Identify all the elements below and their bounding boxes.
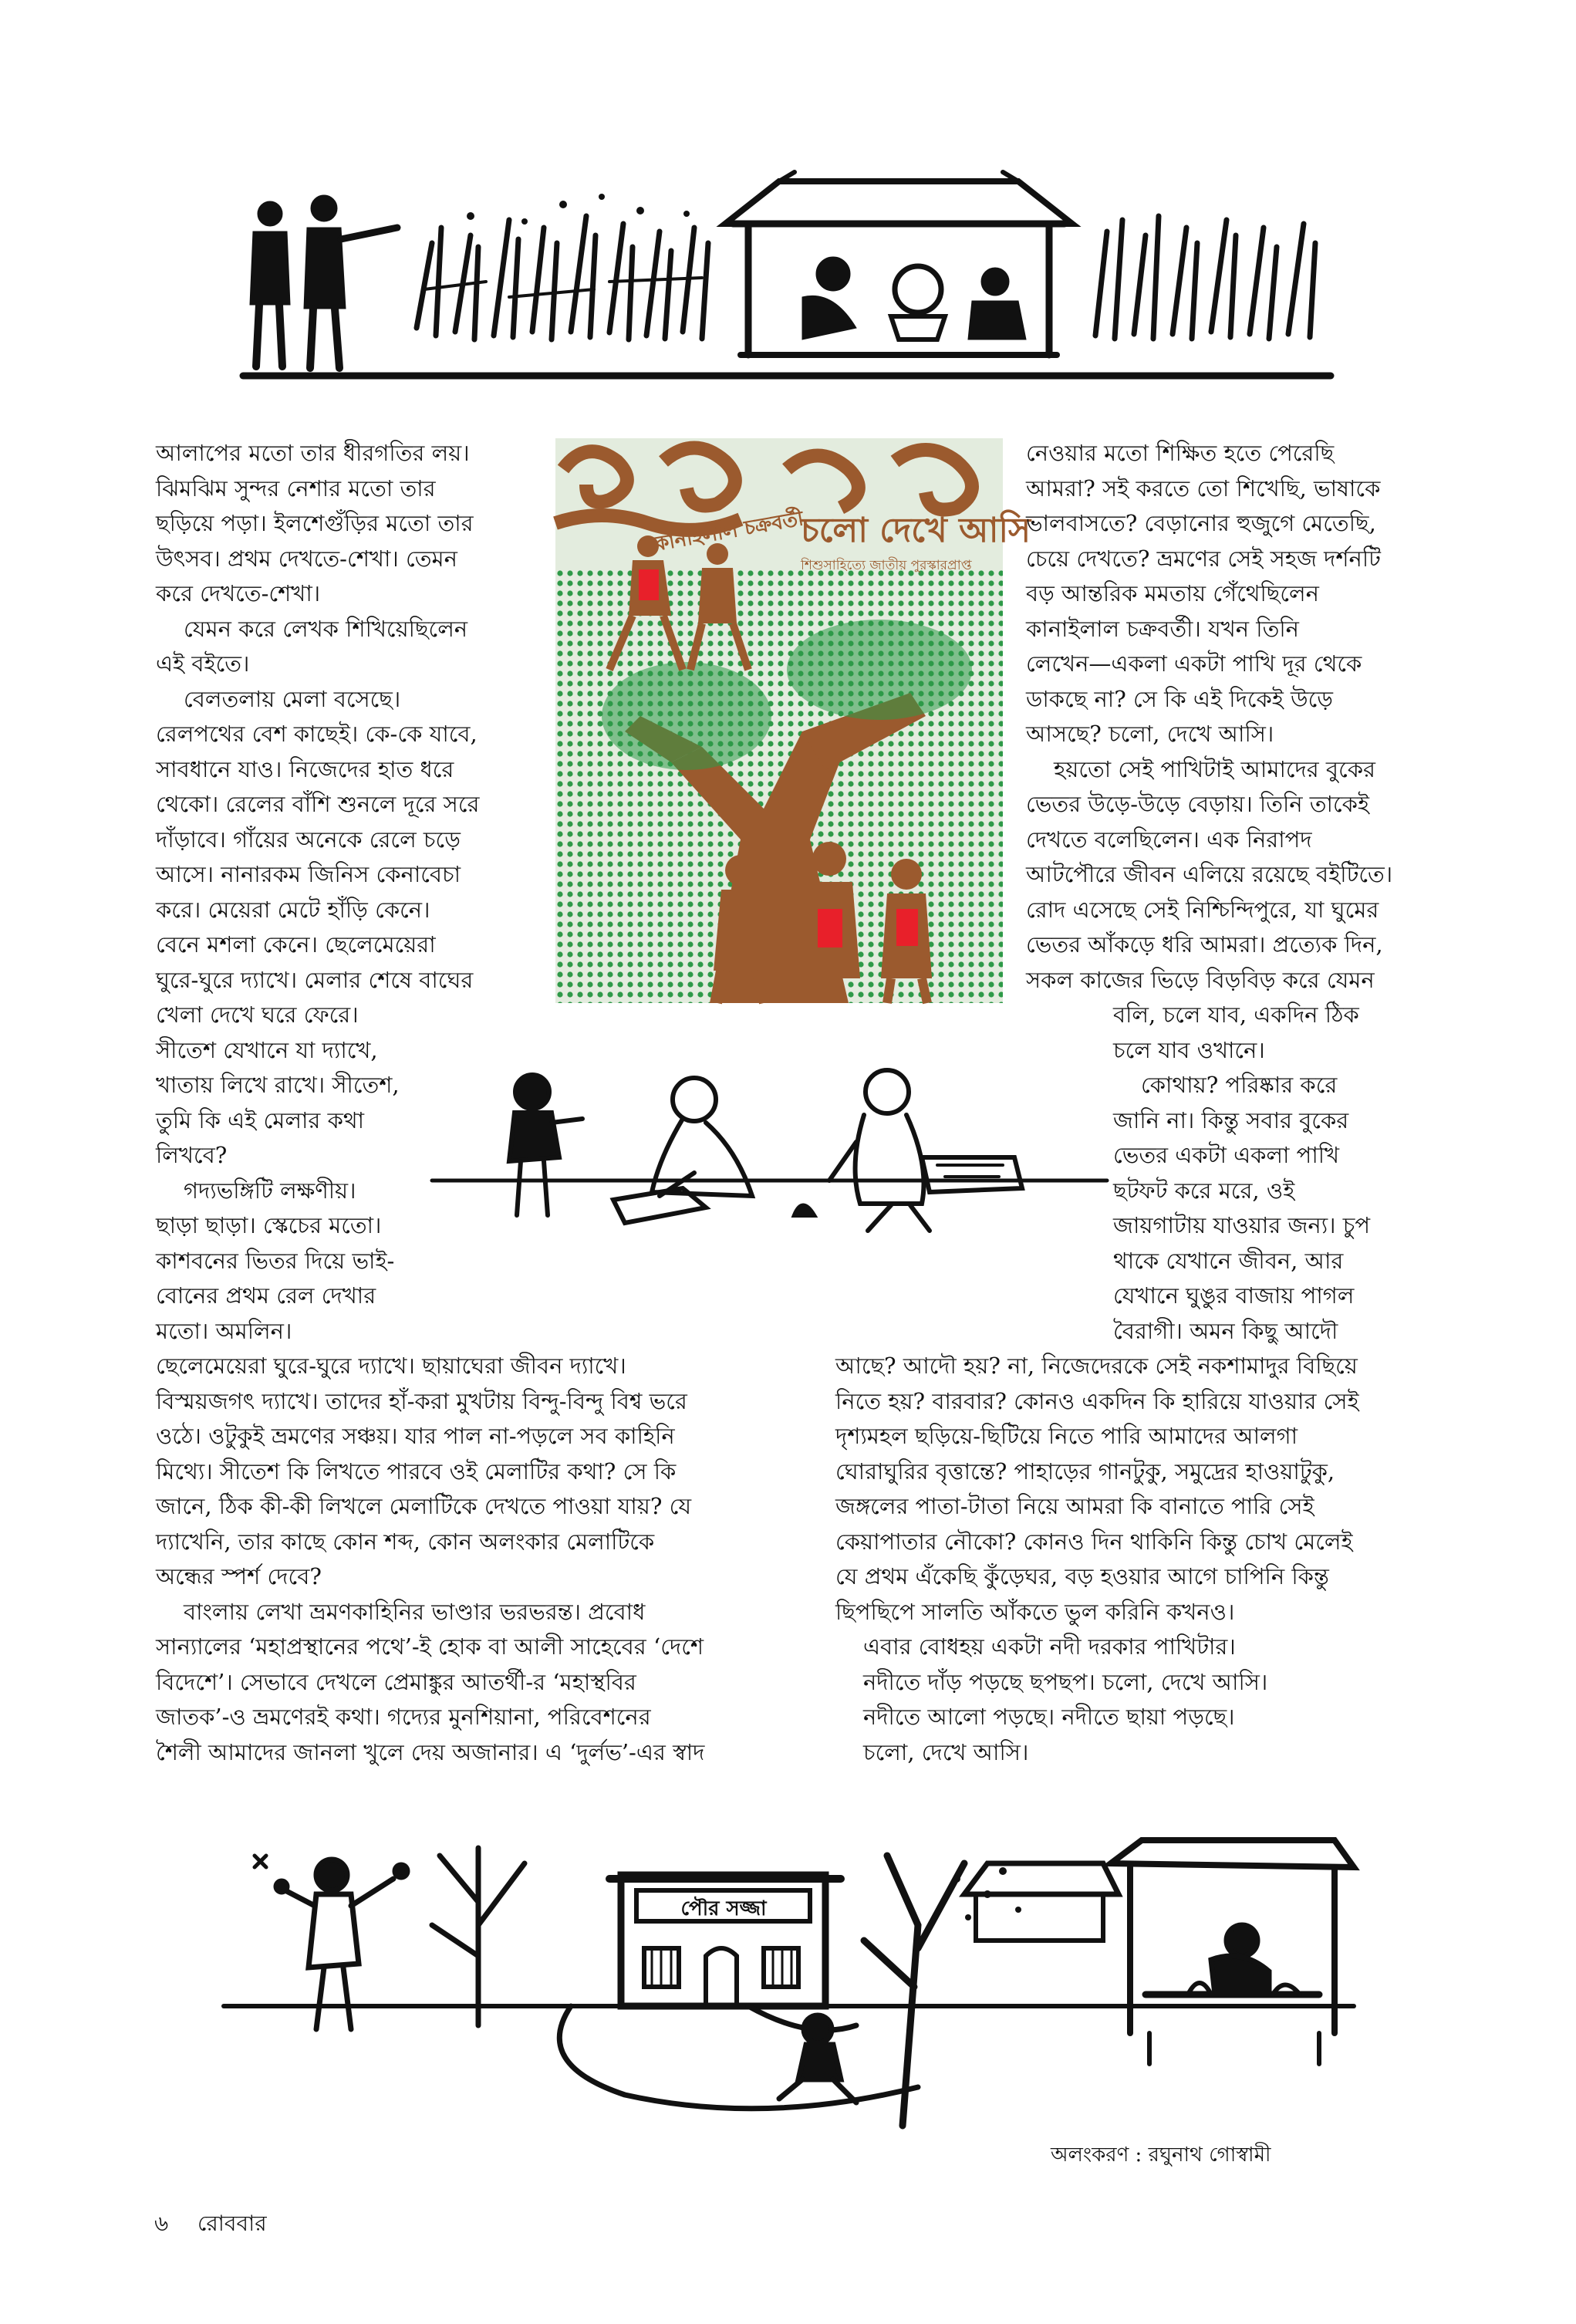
paragraph-line: অন্ধের স্পর্শ দেবে? <box>156 1563 322 1589</box>
paragraph-line: হয়তো সেই পাখিটাই আমাদের বুকের <box>1054 755 1375 782</box>
paragraph-line: আসে। নানারকম জিনিস কেনাবেচা <box>156 861 461 887</box>
paragraph-line: গদ্যভঙ্গিটি লক্ষণীয়। <box>184 1177 356 1204</box>
paragraph-line: রেলপথের বেশ কাছেই। কে-কে যাবে, <box>156 721 478 747</box>
paragraph-line: নেওয়ার মতো শিক্ষিত হতে পেরেছি <box>1026 440 1335 466</box>
section-name: রোববার <box>197 2211 267 2236</box>
paragraph-line: জাতক’-ও ভ্রমণেরই কথা। গদ্যের মুনশিয়ানা, পরিবেশনের <box>156 1704 651 1730</box>
paragraph-line: সাবধানে যাও। নিজেদের হাত ধরে <box>156 755 454 782</box>
column-right-lower <box>835 1349 1468 1770</box>
paragraph-line: কোথায়? পরিষ্কার করে <box>1141 1072 1338 1098</box>
paragraph-line: ভেতর আঁকড়ে ধরি আমরা। প্রত্যেক দিন, <box>1026 931 1383 958</box>
paragraph-line: জায়গাটায় যাওয়ার জন্য। চুপ <box>1113 1212 1371 1238</box>
book-cover-subtitle: শিশুসাহিত্যে জাতীয় পুরস্কারপ্রাপ্ত <box>801 558 972 573</box>
paragraph-line: জানি না। কিন্তু সবার বুকের <box>1113 1106 1349 1133</box>
paragraph-line: খেলা দেখে ঘরে ফেরে। <box>156 1002 359 1028</box>
column-left-lower <box>156 1349 819 1770</box>
paragraph-line: বেলতলায় মেলা বসেছে। <box>184 685 401 712</box>
page-number: ৬ <box>154 2211 169 2236</box>
paragraph-line: দৃশ্যমহল ছড়িয়ে-ছিটিয়ে নিতে পারি আমাদের আলগা <box>835 1423 1298 1449</box>
paragraph-line: ঝিমঝিম সুন্দর নেশার মতো তার <box>156 475 436 502</box>
top-illustration <box>239 174 1335 386</box>
paragraph-line: তুমি কি এই মেলার কথা <box>156 1106 365 1133</box>
paragraph-line: ভেতর একটা একলা পাখি <box>1113 1142 1340 1168</box>
paragraph-line: আলাপের মতো তার ধীরগতির লয়। <box>156 440 470 466</box>
paragraph-line: চেয়ে দেখতে? ভ্রমণের সেই সহজ দর্শনটি <box>1026 545 1381 572</box>
paragraph-line: নদীতে দাঁড় পড়ছে ছপছপ। চলো, দেখে আসি। <box>863 1668 1268 1695</box>
paragraph-line: সকল কাজের ভিড়ে বিড়বিড় করে যেমন <box>1026 966 1375 993</box>
paragraph-line: বিস্ময়জগৎ দ্যাখে। তাদের হাঁ-করা মুখটায় বিন্দু-বিন্দু বিশ্ব ভরে <box>156 1387 687 1414</box>
paragraph-line: কাশবনের ভিতর দিয়ে ভাই- <box>156 1247 395 1274</box>
paragraph-line: উৎসব। প্রথম দেখতে-শেখা। তেমন <box>156 545 457 572</box>
paragraph-line: ছিপছিপে সালতি আঁকতে ভুল করিনি কখনও। <box>835 1598 1235 1625</box>
paragraph-line: করে দেখতে-শেখা। <box>156 580 321 606</box>
paragraph-line: মিথ্যে। সীতেশ কি লিখতে পারবে ওই মেলাটির কথা? সে কি <box>156 1458 677 1485</box>
paragraph-line: আছে? আদৌ হয়? না, নিজেদেরকে সেই নকশামাদুর বিছিয়ে <box>835 1353 1358 1379</box>
paragraph-line: কেয়াপাতার নৌকো? কোনও দিন থাকিনি কিন্তু চোখ মেলেই <box>835 1528 1353 1555</box>
paragraph-line: শৈলী আমাদের জানলা খুলে দেয় অজানার। এ ‘দুর্লভ’-এর স্বাদ <box>156 1738 705 1765</box>
paragraph-line: বড় আন্তরিক মমতায় গেঁথেছিলেন <box>1026 580 1319 606</box>
paragraph-line: দ্যাখেনি, তার কাছে কোন শব্দ, কোন অলংকার মেলাটিকে <box>156 1528 655 1555</box>
paragraph-line: ছাড়া ছাড়া। স্কেচের মতো। <box>156 1212 382 1238</box>
book-cover-title: চলো দেখে আসি <box>801 511 1031 550</box>
paragraph-line: দাঁড়াবে। গাঁয়ের অনেকে রেলে চড়ে <box>156 826 461 853</box>
paragraph-line: সান্যালের ‘মহাপ্রস্থানের পথে’-ই হোক বা আলী সাহেবের ‘দেশে <box>156 1633 704 1660</box>
paragraph-line: ডাকছে না? সে কি এই দিকেই উড়ে <box>1026 685 1334 712</box>
paragraph-line: বোনের প্রথম রেল দেখার <box>156 1282 376 1309</box>
paragraph-line: খাতায় লিখে রাখে। সীতেশ, <box>156 1072 400 1098</box>
shop-sign-text: পৌর সজ্জা <box>680 1897 767 1920</box>
paragraph-line: যেখানে ঘুঙুর বাজায় পাগল <box>1113 1282 1355 1309</box>
paragraph-line: ছটফট করে মরে, ওই <box>1113 1177 1295 1204</box>
paragraph-line: কানাইলাল চক্রবর্তী। যখন তিনি <box>1026 615 1299 642</box>
paragraph-line: যেমন করে লেখক শিখিয়েছিলেন <box>184 615 468 642</box>
paragraph-line: সীতেশ যেখানে যা দ্যাখে, <box>156 1036 378 1063</box>
village-street-sketch <box>224 1833 1358 2126</box>
paragraph-line: দেখতে বলেছিলেন। এক নিরাপদ <box>1026 826 1312 853</box>
paragraph-line: থাকে যেখানে জীবন, আর <box>1113 1247 1344 1274</box>
paragraph-line: বলি, চলে যাব, একদিন ঠিক <box>1113 1002 1359 1028</box>
paragraph-line: যে প্রথম এঁকেছি কুঁড়েঘর, বড় হওয়ার আগে চাপিনি কিন্তু <box>835 1563 1329 1589</box>
paragraph-line: ভালবাসতে? বেড়ানোর হুজুগে মেতেছি, <box>1026 510 1376 536</box>
paragraph-line: লেখেন—একলা একটা পাখি দূর থেকে <box>1026 650 1362 677</box>
paragraph-line: ঘোরাঘুরির বৃত্তান্তে? পাহাড়ের গানটুকু, সমুদ্রের হাওয়াটুকু, <box>835 1458 1335 1485</box>
column-right-narrow <box>1113 998 1437 1349</box>
paragraph-line: চলে যাব ওখানে। <box>1113 1036 1265 1063</box>
paragraph-line: ঘুরে-ঘুরে দ্যাখে। মেলার শেষে বাঘের <box>156 966 474 993</box>
paragraph-line: বাংলায় লেখা ভ্রমণকাহিনির ভাণ্ডার ভরভরন্ত। প্রবোধ <box>184 1598 646 1625</box>
paragraph-line: আটপৌরে জীবন এলিয়ে রয়েছে বইটিতে। <box>1026 861 1393 887</box>
paragraph-line: জানে, ঠিক কী-কী লিখলে মেলাটিকে দেখতে পাওয়া যায়? যে <box>156 1493 692 1519</box>
paragraph-line: বৈরাগী। অমন কিছু আদৌ <box>1113 1317 1338 1344</box>
paragraph-line: লিখবে? <box>156 1142 228 1168</box>
paragraph-line: ছড়িয়ে পড়া। ইলশেগুঁড়ির মতো তার <box>156 510 474 536</box>
middle-illustration <box>428 1065 1107 1242</box>
paragraph-line: জঙ্গলের পাতা-টাতা নিয়ে আমরা কি বানাতে পারি সেই <box>835 1493 1314 1519</box>
paragraph-line: ওঠে। ওটুকুই ভ্রমণের সঞ্চয়। যার পাল না-পড়লে সব কাহিনি <box>156 1423 675 1449</box>
bottom-illustration <box>224 1833 1358 2126</box>
paragraph-line: মতো। অমলিন। <box>156 1317 292 1344</box>
paragraph-line: এই বইতে। <box>156 650 250 677</box>
book-cover-author: কানাইলাল চক্রবর্তী <box>653 507 805 556</box>
paragraph-line: করে। মেয়েরা মেটে হাঁড়ি কেনে। <box>156 896 430 923</box>
paragraph-line: নিতে হয়? বারবার? কোনও একদিন কি হারিয়ে যাওয়ার সেই <box>835 1387 1359 1414</box>
children-drawing-sketch <box>428 1065 1107 1242</box>
paragraph-line: থেকো। রেলের বাঁশি শুনলে দূরে সরে <box>156 791 480 817</box>
book-cover <box>555 438 1031 1003</box>
column-right-upper <box>1026 436 1458 998</box>
paragraph-line: চলো, দেখে আসি। <box>863 1738 1029 1765</box>
paragraph-line: রোদ এসেছে সেই নিশ্চিন্দিপুরে, যা ঘুমের <box>1026 896 1379 923</box>
paragraph-line: বেনে মশলা কেনে। ছেলেমেয়েরা <box>156 931 436 958</box>
village-scene-sketch <box>239 174 1335 386</box>
illustration-credit: অলংকরণ : রঘুনাথ গোস্বামী <box>1051 2143 1271 2167</box>
paragraph-line: বিদেশে’। সেভাবে দেখলে প্রেমাঙ্কুর আতর্থী-র ‘মহাস্থবির <box>156 1668 636 1695</box>
paragraph-line: আসছে? চলো, দেখে আসি। <box>1026 721 1274 747</box>
paragraph-line: এবার বোধহয় একটা নদী দরকার পাখিটার। <box>863 1633 1236 1660</box>
paragraph-line: ভেতর উড়ে-উড়ে বেড়ায়। তিনি তাকেই <box>1026 791 1369 817</box>
page-folio <box>154 2207 267 2243</box>
paragraph-line: আমরা? সই করতে তো শিখেছি, ভাষাকে <box>1026 475 1381 502</box>
paragraph-line: ছেলেমেয়েরা ঘুরে-ঘুরে দ্যাখে। ছায়াঘেরা জীবন দ্যাখে। <box>156 1353 626 1379</box>
paragraph-line: নদীতে আলো পড়ছে। নদীতে ছায়া পড়ছে। <box>863 1704 1235 1730</box>
